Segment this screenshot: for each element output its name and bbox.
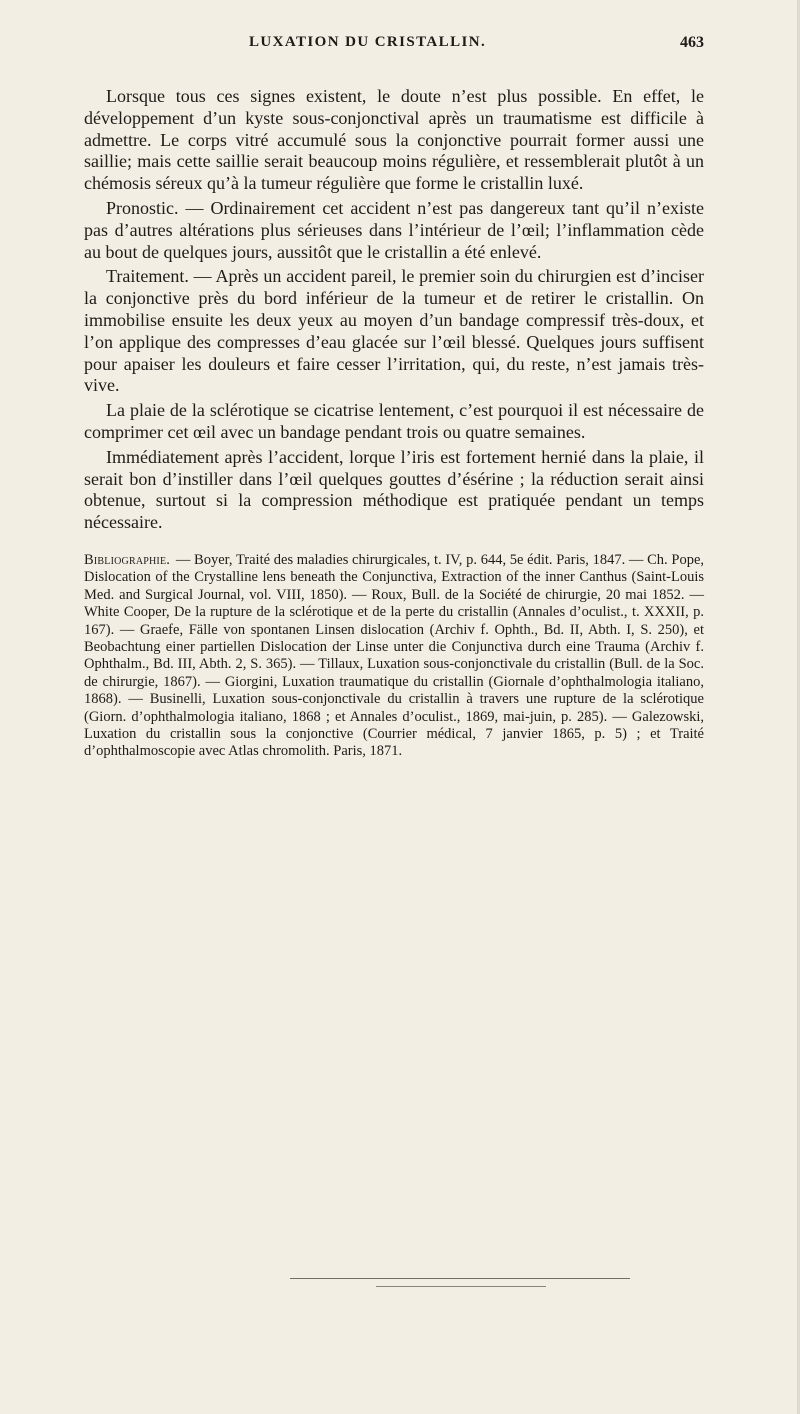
paragraph-pronostic: Pronostic. — Ordinairement cet accident n’est pas dangereux tant qu’il n’existe pas d’autres altérations plus sérieuses dans l’intérieur de l’œil; l’inflammation cède au bout de quelques jours, aussitôt que le cristallin a été enlevé. (84, 197, 704, 262)
paragraph-traitement: Traitement. — Après un accident pareil, le premier soin du chirurgien est d’inciser la conjonctive près du bord inférieur de la tumeur et de retirer le cristallin. On immobilise ensuite les deux yeux au moyen d’un bandage compressif très-doux, et l’on applique des compresses d’eau glacée sur l’œil blessé. Quelques jours suffisent pour apaiser les douleurs et faire cesser l’irritation, qui, du reste, n’est jamais très-vive. (84, 266, 704, 396)
running-title: LUXATION DU CRISTALLIN. (249, 34, 487, 50)
bibliography-label: Bibliographie. (84, 551, 171, 568)
bibliography (84, 552, 704, 761)
paragraph-diagnosis: Lorsque tous ces signes existent, le doute n’est plus possible. En effet, le développement d’un kyste sous-conjonctival après un traumatisme est difficile à admettre. Le corps vitré accumulé sous la conjonctive pourrait former aussi une saillie; mais cette saillie serait beaucoup moins régulière, et ressemblerait plutôt à un chémosis séreux qu’à la tumeur régulière que forme le cristallin luxé. (84, 86, 704, 194)
section-rule (290, 1278, 630, 1279)
paragraph-eserine: Immédiatement après l’accident, lorque l’iris est fortement hernié dans la plaie, il serait bon d’instiller dans l’œil quelques gouttes d’ésérine ; la réduction serait ainsi obtenue, surtout si la compression méthodique est pratiquée pendant un temps nécessaire. (84, 446, 704, 533)
section-rule-secondary (376, 1286, 546, 1287)
bibliography-text: — Boyer, Traité des maladies chirurgicales, t. IV, p. 644, 5e édit. Paris, 1847. — Ch. Pope, Dislocation of the Crystalline lens beneath the Conjunctiva, Extraction of the inner Canthus (Saint-Louis Med. and Surgical Journal, vol. VIII, 1850). — Roux, Bull. de la Société de chirurgie, 20 mai 1852. — White Cooper, De la rupture de la sclérotique et de la perte du cristallin (Annales d’oculist., t. XXXII, p. 167). — Graefe, Fälle von spontanen Linsen dislocation (Archiv f. Ophth., Bd. II, Abth. I, S. 250), et Beobachtung einer partiellen Dislocation der Linse unter die Conjunctiva durch eine Trauma (Archiv f. Ophthalm., Bd. III, Abth. 2, S. 365). — Tillaux, Luxation sous-conjonctivale du cristallin (Bull. de la Soc. de chirurgie, 1867). — Giorgini, Luxation traumatique du cristallin (Giornale d’ophthalmologia italiano, 1868). — Businelli, Luxation sous-conjonctivale du cristallin à travers une rupture de la sclérotique (Giorn. d’ophthalmologia italiano, 1868 ; et Annales d’oculist., 1869, mai-juin, p. 285). — Galezowski, Luxation du cristallin sous la conjonctive (Courrier médical, 7 janvier 1865, p. 5) ; et Traité d’ophthalmoscopie avec Atlas chromolith. Paris, 1871. (84, 551, 705, 760)
page-body (84, 86, 704, 761)
page-header (84, 34, 704, 62)
paragraph-sclerotique: La plaie de la sclérotique se cicatrise lentement, c’est pourquoi il est nécessaire de comprimer cet œil avec un bandage pendant trois ou quatre semaines. (84, 400, 704, 442)
page-number: 463 (680, 34, 704, 51)
